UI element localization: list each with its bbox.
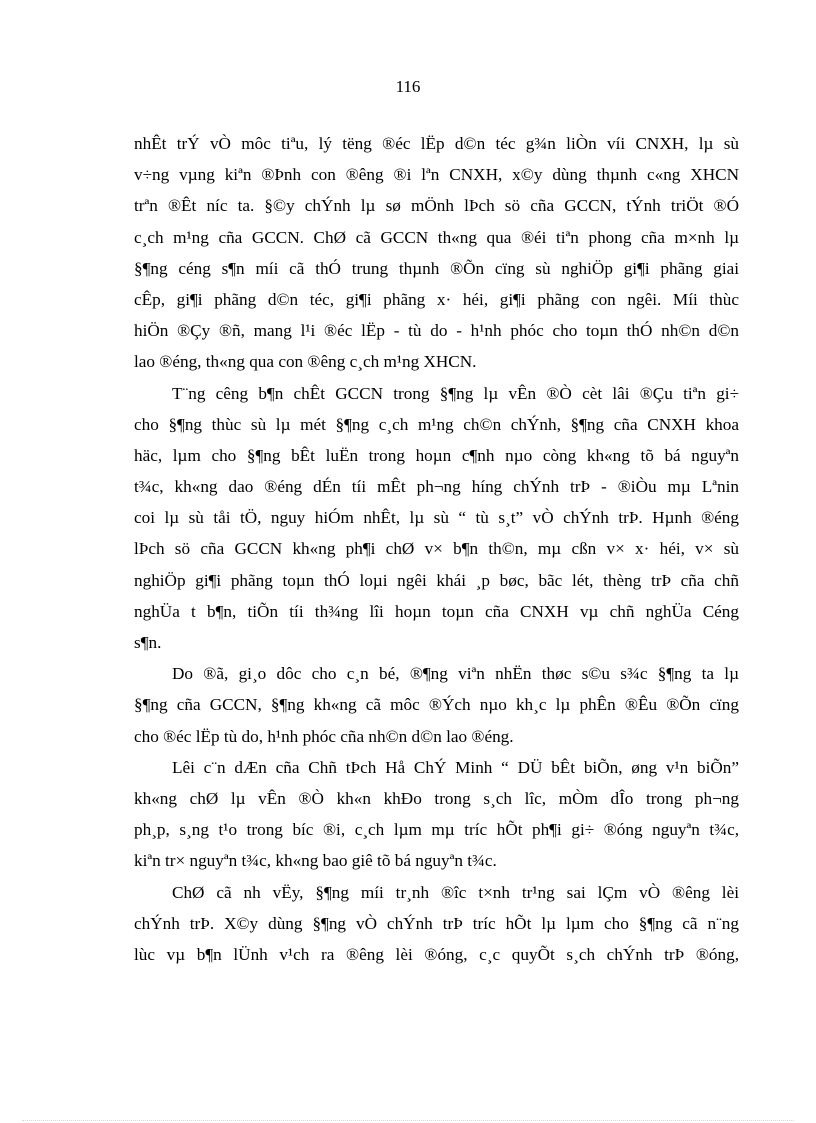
- text-line: hiÖn ®Çy ®ñ, mang l¹i ®éc lËp - tù do - h¹nh phóc cho toµn thÓ nh©n d©n: [134, 321, 739, 341]
- text-line: lùc vµ b¶n lÜnh v¹ch ra ®êng lèi ®óng, c¸c quyÕt s¸ch chÝnh trÞ ®óng,: [134, 944, 739, 964]
- text-line: cÊp, gi¶i phãng d©n téc, gi¶i phãng x· héi, gi¶i phãng con ngêi. Míi thùc: [134, 289, 739, 309]
- text-line: häc, lµm cho §¶ng bÊt luËn trong hoµn c¶nh nµo còng kh«ng tõ bá nguyªn: [134, 445, 739, 465]
- text-line: Lêi c¨n dÆn cña Chñ tÞch Hå ChÝ Minh “ DÜ bÊt biÕn, øng v¹n biÕn”: [172, 757, 739, 777]
- text-line: kh«ng chØ lµ vÊn ®Ò kh«n khÐo trong s¸ch lîc, mÒm dÎo trong ph¬ng: [134, 788, 739, 808]
- text-line: kiªn tr× nguyªn t¾c, kh«ng bao giê tõ bá nguyªn t¾c.: [134, 851, 497, 871]
- text-line: lÞch sö cña GCCN kh«ng ph¶i chØ v× b¶n th©n, mµ cßn v× x· héi, v× sù: [134, 539, 739, 559]
- text-line: trªn ®Êt níc ta. §©y chÝnh lµ sø mÖnh lÞch sö cña GCCN, tÝnh triÖt ®Ó: [134, 196, 739, 216]
- text-line: cho ®éc lËp tù do, h¹nh phóc cña nh©n d©n lao ®éng.: [134, 726, 514, 746]
- text-line: T¨ng cêng b¶n chÊt GCCN trong §¶ng lµ vÊn ®Ò cèt lâi ®Çu tiªn gi÷: [172, 383, 739, 403]
- body-text: [134, 131, 739, 973]
- page-number: 116: [395, 77, 421, 96]
- text-line: v÷ng vµng kiªn ®Þnh con ®êng ®i lªn CNXH, x©y dùng thµnh c«ng XHCN: [134, 165, 739, 185]
- text-line: Do ®ã, gi¸o dôc cho c¸n bé, ®¶ng viªn nhËn thøc s©u s¾c §¶ng ta lµ: [172, 664, 739, 684]
- text-line: s¶n.: [134, 633, 162, 652]
- text-line: nghiÖp gi¶i phãng toµn thÓ loµi ngêi khái ¸p bøc, bãc lét, thèng trÞ cña chñ: [134, 570, 739, 590]
- text-line: nghÜa t b¶n, tiÕn tíi th¾ng lîi hoµn toµn cña CNXH vµ chñ nghÜa Céng: [134, 601, 739, 621]
- text-line: lao ®éng, th«ng qua con ®êng c¸ch m¹ng XHCN.: [134, 352, 477, 372]
- text-line: chÝnh trÞ. X©y dùng §¶ng vÒ chÝnh trÞ tríc hÕt lµ lµm cho §¶ng cã n¨ng: [134, 913, 739, 933]
- text-line: ph¸p, s¸ng t¹o trong bíc ®i, c¸ch lµm mµ tríc hÕt ph¶i gi÷ ®óng nguyªn t¾c,: [134, 820, 739, 840]
- text-line: ChØ cã nh vËy, §¶ng míi tr¸nh ®îc t×nh tr¹ng sai lÇm vÒ ®êng lèi: [172, 882, 739, 902]
- text-line: t¾c, kh«ng dao ®éng dÉn tíi mÊt ph¬ng híng chÝnh trÞ - ®iÒu mµ Lªnin: [134, 477, 739, 497]
- text-line: coi lµ sù tåi tÖ, nguy hiÓm nhÊt, lµ sù “ tù s¸t” vÒ chÝnh trÞ. Hµnh ®éng: [134, 508, 739, 528]
- text-line: nhÊt trÝ vÒ môc tiªu, lý tëng ®éc lËp d©n téc g¾n liÒn víi CNXH, lµ sù: [134, 134, 739, 153]
- page-bottom-divider: [22, 1120, 794, 1121]
- text-line: §¶ng céng s¶n míi cã thÓ trung thµnh ®Õn cïng sù nghiÖp gi¶i phãng giai: [134, 258, 739, 278]
- text-line: c¸ch m¹ng cña GCCN. ChØ cã GCCN th«ng qua ®éi tiªn phong cña m×nh lµ: [134, 227, 739, 247]
- text-line: cho §¶ng thùc sù lµ mét §¶ng c¸ch m¹ng ch©n chÝnh, §¶ng cña CNXH khoa: [134, 414, 739, 434]
- text-line: §¶ng cña GCCN, §¶ng kh«ng cã môc ®Ých nµo kh¸c lµ phÊn ®Êu ®Õn cïng: [134, 695, 739, 715]
